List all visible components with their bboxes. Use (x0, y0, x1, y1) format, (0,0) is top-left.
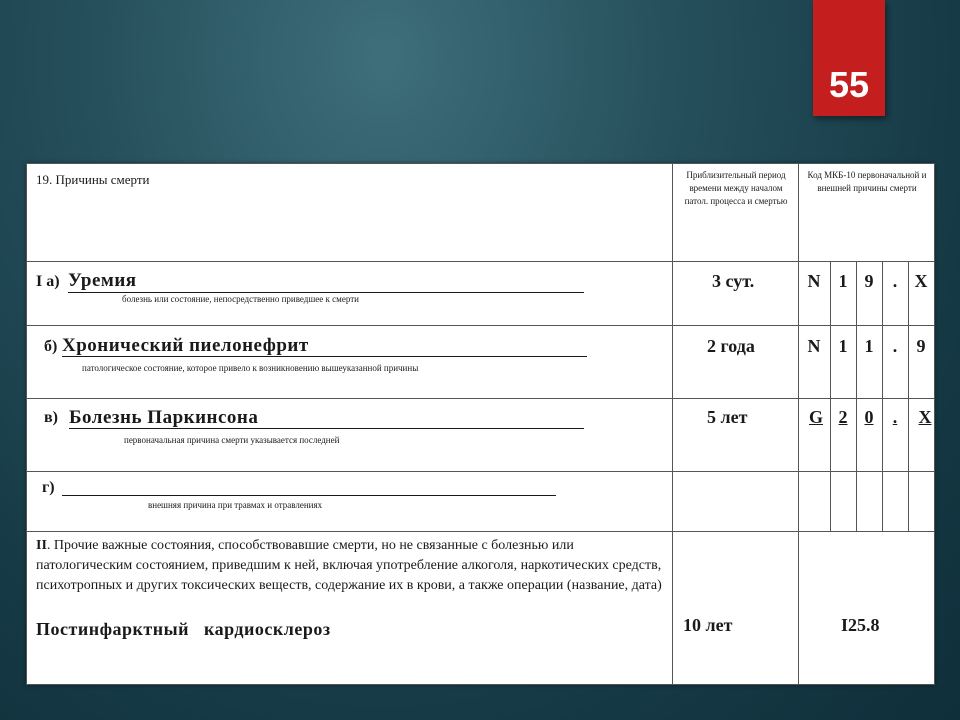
icd-code-char: 1 (864, 336, 874, 356)
other-icd-code: I25.8 (841, 615, 880, 635)
grid-line (882, 261, 883, 531)
diagnosis-text: Болезнь Паркинсона (69, 407, 259, 428)
header-icd-code: Код МКБ-10 первоначальной и внешней причины смерти (807, 170, 927, 193)
grid-line (798, 163, 799, 685)
row-label: I а) (36, 273, 60, 290)
icd-code-char: 0 (864, 407, 874, 427)
header-period: Приблизительный период времени между началом патол. процесса и смертью (684, 170, 788, 206)
icd-code-char: G (808, 407, 823, 427)
fill-line (69, 428, 584, 429)
period-value: 2 года (707, 336, 755, 356)
icd-code-char: 1 (838, 336, 848, 356)
fill-line (62, 495, 556, 496)
page-number: 55 (828, 64, 870, 105)
icd-code-char: 2 (838, 407, 848, 427)
icd-code-char: . (892, 336, 898, 356)
icd-code-char: N (807, 271, 821, 291)
icd-code-char: . (892, 407, 898, 427)
diagnosis-text: Хронический пиелонефрит (62, 335, 309, 356)
row-caption: первоначальная причина смерти указывается последней (124, 435, 340, 445)
row-label: б) (44, 338, 58, 355)
icd-code-char: . (892, 271, 898, 291)
icd-code-char: 9 (864, 271, 874, 291)
row-caption: болезнь или состояние, непосредственно приведшее к смерти (122, 294, 359, 304)
icd-code-char: Х (914, 271, 928, 291)
grid-line (672, 163, 673, 685)
icd-code-char: Х (918, 407, 932, 427)
diagnosis-text: Уремия (68, 270, 137, 291)
row-label: г) (42, 479, 55, 496)
other-period-value: 10 лет (683, 615, 733, 635)
page-number-badge (813, 0, 885, 116)
other-diagnosis: Постинфарктный кардиосклероз (36, 619, 331, 639)
grid-line (908, 261, 909, 531)
other-conditions-text (36, 536, 664, 596)
other-conditions-description: . Прочие важные состояния, способствовавшие смерти, но не связанные с болезнью или патологическим состоянием, приведшим к ней, включая употребление алкоголя, наркотических средств, психотропных и других токсических веществ, содержание их в крови, а также операции (название, дата) (36, 538, 662, 593)
icd-code-char: N (807, 336, 821, 356)
grid-line (856, 261, 857, 531)
fill-line (68, 292, 584, 293)
icd-code-char: 1 (838, 271, 848, 291)
row-label: в) (44, 409, 58, 426)
grid-line (26, 163, 27, 685)
row-caption: внешняя причина при травмах и отравлениях (148, 500, 323, 510)
row-caption: патологическое состояние, которое привело к возникновению вышеуказанной причины (82, 363, 419, 373)
section-numeral: II (36, 538, 47, 553)
grid-line (830, 261, 831, 531)
period-value: 5 лет (707, 407, 748, 427)
period-value: 3 сут. (712, 271, 755, 291)
section-title: 19. Причины смерти (36, 172, 150, 187)
fill-line (62, 356, 587, 357)
icd-code-char: 9 (916, 336, 926, 356)
death-certificate-form (26, 163, 935, 685)
